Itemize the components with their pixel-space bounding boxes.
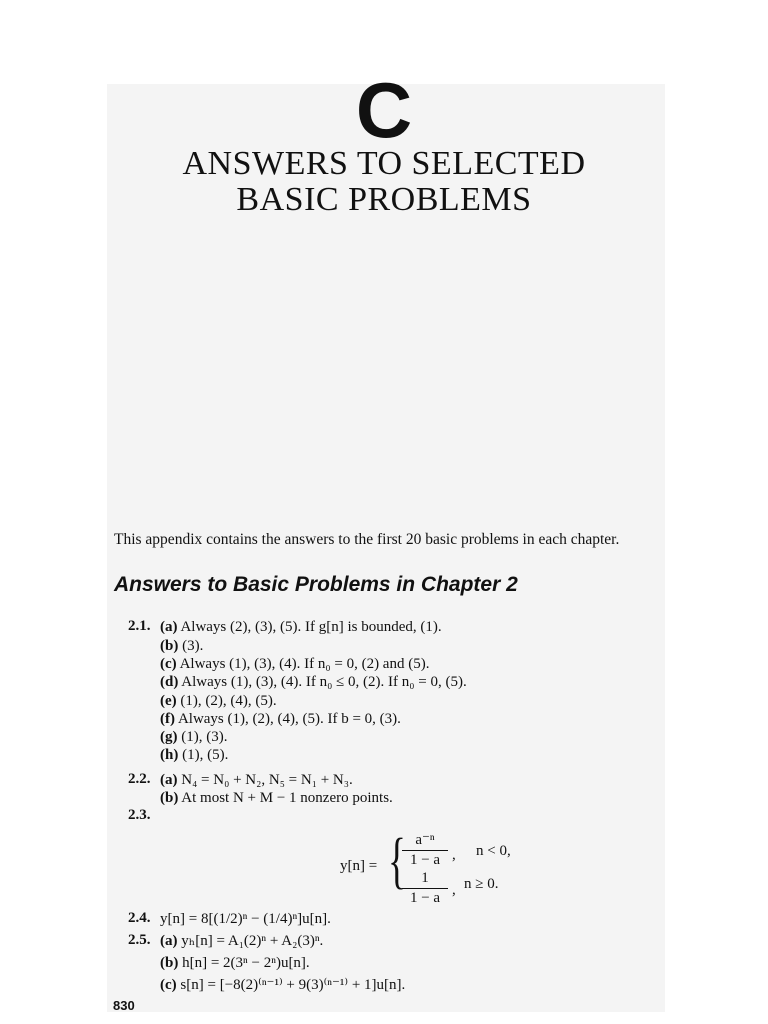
numerator: 1	[421, 870, 429, 886]
answer-line: (c) s[n] = [−8(2)⁽ⁿ⁻¹⁾ + 9(3)⁽ⁿ⁻¹⁾ + 1]u[n].	[160, 977, 406, 993]
answer-line: (e) (1), (2), (4), (5).	[160, 693, 277, 709]
denominator: 1 − a	[409, 852, 441, 868]
answer-line: (b) h[n] = 2(3ⁿ − 2ⁿ)u[n].	[160, 955, 310, 971]
answer-line: (h) (1), (5).	[160, 747, 229, 763]
denominator: 1 − a	[409, 890, 441, 906]
case-2-condition: n ≥ 0.	[464, 876, 499, 892]
title-line-2: BASIC PROBLEMS	[236, 181, 532, 218]
answer-line: (g) (1), (3).	[160, 729, 228, 745]
problem-number: 2.4.	[128, 910, 151, 926]
numerator: a⁻ⁿ	[415, 832, 435, 848]
fraction-bar	[402, 888, 448, 889]
answer-line: y[n] = 8[(1/2)ⁿ − (1/4)ⁿ]u[n].	[160, 911, 331, 927]
answer-line: (a) yₕ[n] = A₁(2)ⁿ + A₂(3)ⁿ.	[160, 933, 324, 949]
problem-number: 2.2.	[128, 771, 151, 787]
fraction-case-2	[402, 870, 448, 907]
problem-number: 2.5.	[128, 932, 151, 948]
page-number: 830	[113, 998, 135, 1013]
answer-line: (d) Always (1), (3), (4). If n₀ ≤ 0, (2). If n₀ = 0, (5).	[160, 674, 467, 690]
problem-number: 2.1.	[128, 618, 151, 634]
equation-lhs: y[n] =	[340, 858, 378, 874]
answer-line: (b) (3).	[160, 638, 204, 654]
title-line-1: ANSWERS TO SELECTED	[182, 145, 586, 182]
answer-line: (b) At most N + M − 1 nonzero points.	[160, 790, 393, 806]
problem-number: 2.3.	[128, 807, 151, 823]
answer-line: (a) Always (2), (3), (5). If g[n] is bounded, (1).	[160, 619, 442, 635]
brace-symbol: {	[387, 827, 406, 895]
fraction-case-1	[402, 830, 448, 869]
answer-line: (a) N₄ = N₀ + N₂, N₅ = N₁ + N₃.	[160, 772, 353, 788]
case-1-condition: n < 0,	[476, 843, 511, 859]
answer-line: (c) Always (1), (3), (4). If n₀ = 0, (2) and (5).	[160, 656, 430, 672]
page-title	[0, 146, 768, 218]
intro-text: This appendix contains the answers to the first 20 basic problems in each chapter.	[114, 531, 620, 548]
section-heading: Answers to Basic Problems in Chapter 2	[114, 573, 518, 596]
appendix-letter: C	[355, 66, 413, 154]
fraction-bar	[402, 850, 448, 851]
answer-line: (f) Always (1), (2), (4), (5). If b = 0, (3).	[160, 711, 401, 727]
